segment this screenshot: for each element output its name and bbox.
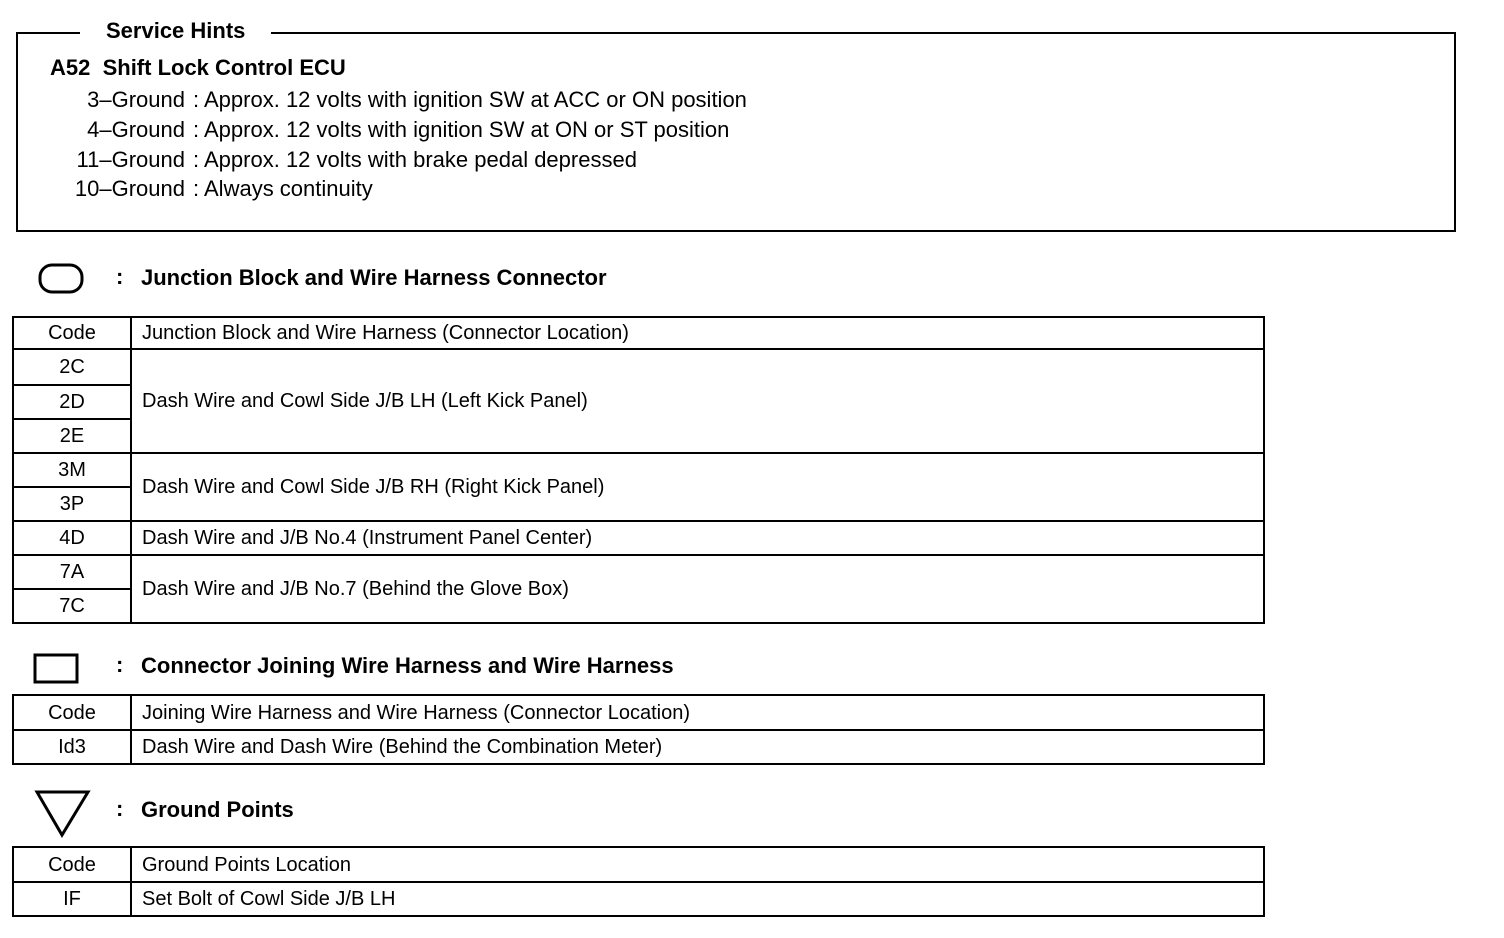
header-location: Junction Block and Wire Harness (Connector Location) (131, 317, 1264, 349)
section-colon: : (116, 796, 124, 821)
hint-row (50, 85, 950, 115)
down-triangle-icon (33, 788, 93, 840)
joining-table (12, 694, 1265, 765)
hint-pin: 10–Ground (74, 176, 185, 201)
code-cell: 3M (13, 453, 131, 487)
junction-table (12, 316, 1265, 624)
location-cell: Dash Wire and J/B No.4 (Instrument Panel Center) (131, 521, 1264, 555)
code-cell: 7A (13, 555, 131, 589)
table-header-row (13, 317, 1264, 349)
table-row (13, 349, 1264, 385)
header-location: Joining Wire Harness and Wire Harness (Connector Location) (131, 695, 1264, 730)
section-colon: : (116, 652, 124, 677)
code-cell: Id3 (13, 730, 131, 764)
hint-row (50, 115, 950, 145)
ecu-heading: A52 Shift Lock Control ECU (50, 55, 346, 80)
joining-section-title: Connector Joining Wire Harness and Wire Harness (141, 653, 674, 678)
hint-desc: : Approx. 12 volts with ignition SW at ON or ST position (193, 117, 730, 142)
header-location: Ground Points Location (131, 847, 1264, 882)
code-cell: 2C (13, 349, 131, 385)
table-header-row (13, 847, 1264, 882)
location-cell: Set Bolt of Cowl Side J/B LH (131, 882, 1264, 916)
table-row (13, 555, 1264, 589)
location-cell: Dash Wire and Dash Wire (Behind the Combination Meter) (131, 730, 1264, 764)
code-cell: 3P (13, 487, 131, 521)
header-code: Code (13, 847, 131, 882)
location-cell: Dash Wire and Cowl Side J/B RH (Right Kick Panel) (131, 453, 1264, 521)
hint-desc: : Approx. 12 volts with ignition SW at ACC or ON position (193, 87, 747, 112)
table-row (13, 521, 1264, 555)
rectangle-icon (32, 652, 82, 686)
hint-desc: : Always continuity (193, 176, 373, 201)
hint-desc: : Approx. 12 volts with brake pedal depressed (193, 147, 637, 172)
ground-section-title: Ground Points (141, 797, 294, 822)
rounded-rectangle-icon (38, 262, 86, 296)
service-hints-title: Service Hints (80, 16, 271, 46)
section-colon: : (116, 264, 124, 289)
table-row (13, 730, 1264, 764)
hint-row (50, 145, 950, 175)
hint-pin: 3–Ground (87, 87, 185, 112)
junction-section-title: Junction Block and Wire Harness Connector (141, 265, 607, 290)
code-cell: 7C (13, 589, 131, 623)
ground-table (12, 846, 1265, 917)
table-row (13, 453, 1264, 487)
code-cell: 2E (13, 419, 131, 453)
hint-pin: 11–Ground (76, 147, 185, 172)
location-cell: Dash Wire and J/B No.7 (Behind the Glove Box) (131, 555, 1264, 623)
location-cell: Dash Wire and Cowl Side J/B LH (Left Kick Panel) (131, 349, 1264, 453)
header-code: Code (13, 695, 131, 730)
table-header-row (13, 695, 1264, 730)
table-row (13, 882, 1264, 916)
header-code: Code (13, 317, 131, 349)
code-cell: IF (13, 882, 131, 916)
hint-pin: 4–Ground (87, 117, 185, 142)
code-cell: 4D (13, 521, 131, 555)
hint-row (50, 174, 950, 204)
code-cell: 2D (13, 385, 131, 419)
